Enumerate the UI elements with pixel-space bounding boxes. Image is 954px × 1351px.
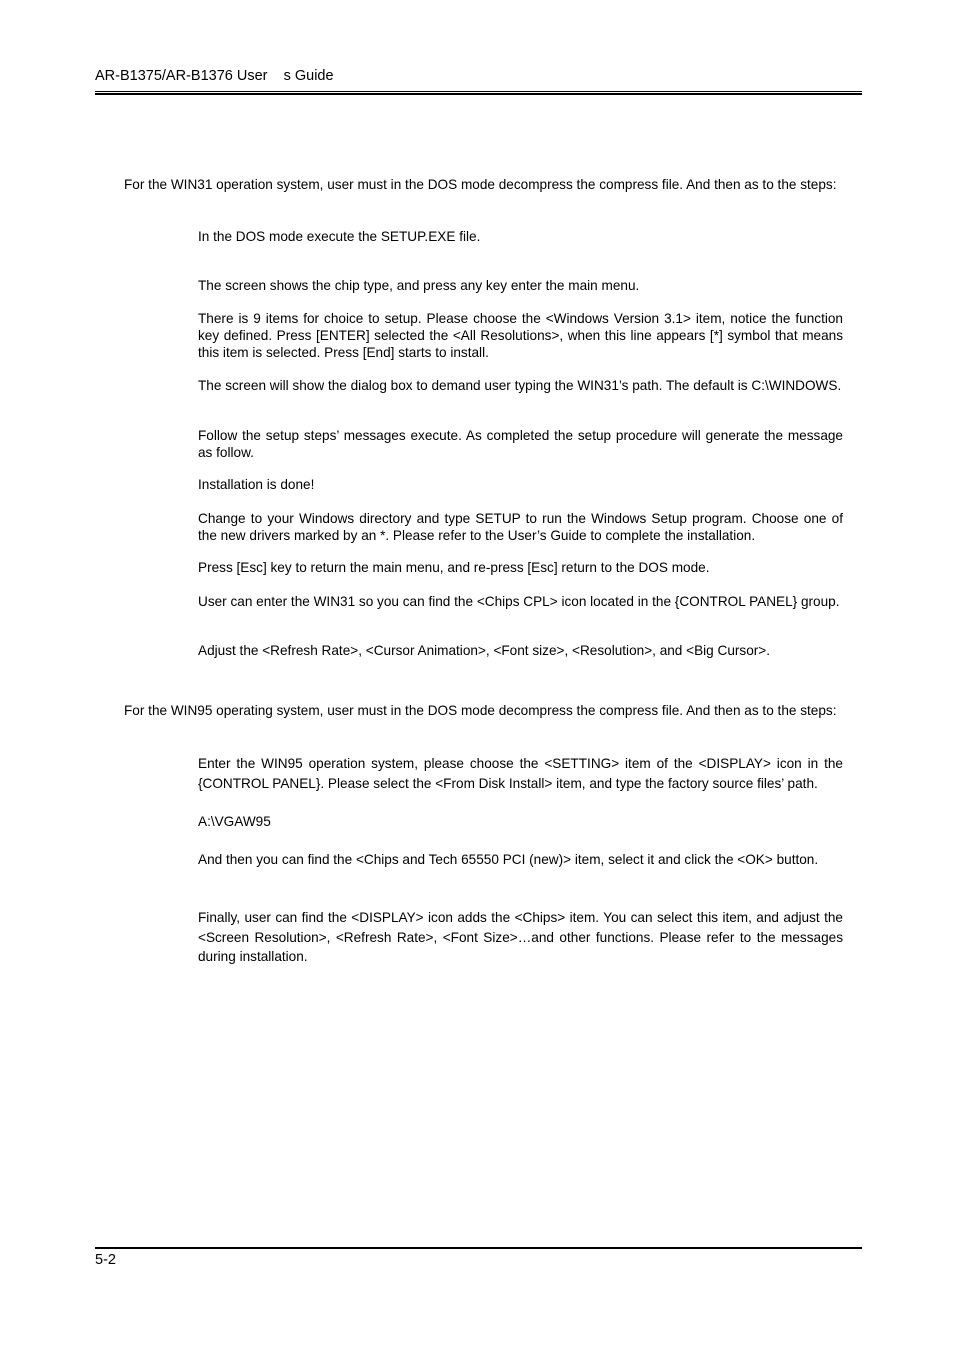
win31-step-5: Follow the setup steps’ messages execute. As completed the setup procedure will generate the message as follow. xyxy=(198,428,843,460)
win31-step-8: Adjust the <Refresh Rate>, <Cursor Animation>, <Font size>, <Resolution>, and <Big Cursor>. xyxy=(198,643,771,658)
win31-step-1: In the DOS mode execute the SETUP.EXE file. xyxy=(198,229,481,244)
win95-step-3: Finally, user can find the <DISPLAY> icon adds the <Chips> item. You can select this item, and adjust the <Screen Resolution>, <Refresh Rate>, <Font Size>…and other functions. Please refer to the messages during installation. xyxy=(198,910,843,965)
win95-step-2: And then you can find the <Chips and Tech 65550 PCI (new)> item, select it and click the <OK> button. xyxy=(198,852,819,867)
win31-step-4: The screen will show the dialog box to demand user typing the WIN31’s path. The default is C:\WINDOWS. xyxy=(198,378,842,393)
page-number: 5-2 xyxy=(95,1252,116,1268)
win31-step-6: Press [Esc] key to return the main menu, and re-press [Esc] return to the DOS mode. xyxy=(198,560,710,575)
win95-intro: For the WIN95 operating system, user must in the DOS mode decompress the compress file. And then as to the steps: xyxy=(124,703,837,718)
win31-message: Installation is done! xyxy=(198,477,315,492)
header-title: AR-B1375/AR-B1376 User s Guide xyxy=(95,68,334,84)
header-rule-bottom xyxy=(95,93,862,95)
win31-intro: For the WIN31 operation system, user must in the DOS mode decompress the compress file. And then as to the steps: xyxy=(124,177,837,192)
win31-step-7: User can enter the WIN31 so you can find the <Chips CPL> icon located in the {CONTROL PANEL} group. xyxy=(198,594,840,609)
win95-step-1: Enter the WIN95 operation system, please choose the <SETTING> item of the <DISPLAY> icon in the {CONTROL PANEL}. Please select the <From Disk Install> item, and type the factory source files’ path. xyxy=(198,756,843,791)
footer-rule xyxy=(95,1247,862,1249)
header-rule-top xyxy=(95,91,862,92)
win95-path: A:\VGAW95 xyxy=(198,814,271,829)
win31-step-2: The screen shows the chip type, and press any key enter the main menu. xyxy=(198,278,640,293)
win31-step-3: There is 9 items for choice to setup. Please choose the <Windows Version 3.1> item, notice the function key defined. Press [ENTER] selected the <All Resolutions>, when this line appears [*] symbol that means this item is selected. Press [End] starts to install. xyxy=(198,311,843,360)
win31-message-detail: Change to your Windows directory and type SETUP to run the Windows Setup program. Choose one of the new drivers marked by an *. Please refer to the User’s Guide to complete the installation. xyxy=(198,511,843,543)
